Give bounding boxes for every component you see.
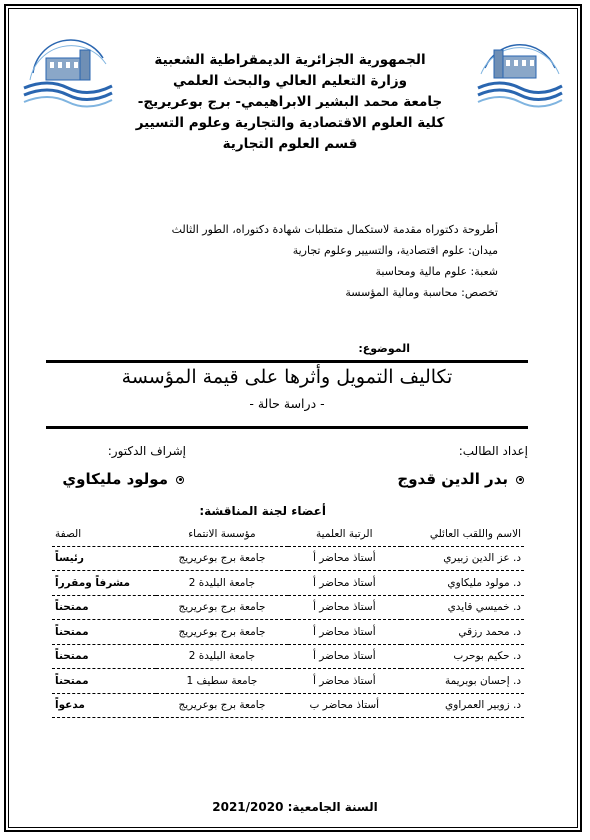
jury-member-role: مدعواً (52, 693, 156, 718)
jury-member-rank: أستاذ محاضر أ (288, 571, 400, 596)
jury-member-rank: أستاذ محاضر أ (288, 595, 400, 620)
jury-header-row (52, 522, 524, 546)
header-line-department: قسم العلوم التجارية (222, 136, 358, 152)
jury-member-name: د. حكيم بوحرب (401, 644, 524, 669)
jury-member-name: د. مولود مليكاوي (401, 571, 524, 596)
thesis-degree: أطروحة دكتوراه مقدمة لاستكمال متطلبات شهادة دكتوراه، الطور الثالث (171, 223, 498, 236)
jury-header-institution: مؤسسة الانتماء (156, 522, 288, 546)
header-line-ministry: وزارة التعليم العالي والبحث العلمي (172, 73, 408, 89)
institution-header (110, 50, 470, 155)
university-logo-right-icon (470, 28, 570, 118)
jury-member-name: د. خميسي قايدي (401, 595, 524, 620)
student-label: إعداد الطالب: (458, 444, 528, 458)
table-row (52, 669, 524, 694)
supervisor-name: مولود مليكاوي (62, 470, 168, 488)
supervisor-label: إشراف الدكتور: (107, 444, 186, 458)
jury-member-rank: أستاذ محاضر أ (288, 644, 400, 669)
table-row (52, 644, 524, 669)
table-row (52, 595, 524, 620)
jury-member-rank: أستاذ محاضر أ (288, 546, 400, 571)
jury-member-name: د. إحسان بوبريمة (401, 669, 524, 694)
jury-member-institution: جامعة برج بوعريريج (156, 693, 288, 718)
header-line-university: جامعة محمد البشير الابراهيمي- برج بوعريريج- (137, 94, 443, 110)
thesis-info (78, 219, 498, 303)
jury-member-institution: جامعة برج بوعريريج (156, 620, 288, 645)
jury-member-role: ممتحناً (52, 620, 156, 645)
jury-member-name: د. زوبير العمراوي (401, 693, 524, 718)
jury-header-rank: الرتبة العلمية (288, 522, 400, 546)
jury-member-institution: جامعة البليدة 2 (156, 644, 288, 669)
supervisor-name-block (62, 470, 184, 488)
table-row (52, 620, 524, 645)
jury-member-institution: جامعة برج بوعريريج (156, 546, 288, 571)
jury-member-role: ممتحناً (52, 595, 156, 620)
jury-member-role: مشرفاً ومقرراً (52, 571, 156, 596)
thesis-field: ميدان: علوم اقتصادية، والتسيير وعلوم تجارية (292, 244, 498, 257)
jury-header-role: الصفة (52, 522, 156, 546)
committee-label: أعضاء لجنة المناقشة: (199, 504, 326, 518)
jury-member-rank: أستاذ محاضر ب (288, 693, 400, 718)
jury-member-institution: جامعة برج بوعريريج (156, 595, 288, 620)
header-line-faculty: كلية العلوم الاقتصادية والتجارية وعلوم التسيير (135, 115, 445, 131)
jury-member-name: د. محمد رزقي (401, 620, 524, 645)
jury-member-rank: أستاذ محاضر أ (288, 669, 400, 694)
jury-table (52, 522, 524, 718)
thesis-branch: شعبة: علوم مالية ومحاسبة (375, 265, 498, 278)
bullet-icon (516, 476, 524, 484)
thesis-subtitle: - دراسة حالة - (249, 396, 325, 411)
jury-member-role: ممتحناً (52, 669, 156, 694)
table-row (52, 546, 524, 571)
academic-year: السنة الجامعية: 2021/2020 (212, 800, 378, 814)
thesis-title: تكاليف التمويل وأثرها على قيمة المؤسسة (121, 366, 453, 388)
jury-member-institution: جامعة البليدة 2 (156, 571, 288, 596)
jury-member-role: ممتحناً (52, 644, 156, 669)
header-line-country: الجمهورية الجزائرية الديمقراطية الشعبية (154, 52, 426, 68)
jury-member-institution: جامعة سطيف 1 (156, 669, 288, 694)
student-name-block (397, 470, 524, 488)
subject-label: الموضوع: (358, 342, 410, 355)
jury-member-name: د. عز الدين زبيري (401, 546, 524, 571)
university-logo-left-icon (18, 28, 118, 118)
jury-member-rank: أستاذ محاضر أ (288, 620, 400, 645)
jury-header-name: الاسم واللقب العائلي (401, 522, 524, 546)
table-row (52, 693, 524, 718)
thesis-specialty: تخصص: محاسبة ومالية المؤسسة (345, 286, 498, 299)
bullet-icon (176, 476, 184, 484)
student-name: بدر الدين قدوج (397, 470, 508, 488)
table-row (52, 571, 524, 596)
title-rule-bottom (46, 426, 528, 429)
jury-member-role: رئيساً (52, 546, 156, 571)
title-rule-top (46, 360, 528, 363)
